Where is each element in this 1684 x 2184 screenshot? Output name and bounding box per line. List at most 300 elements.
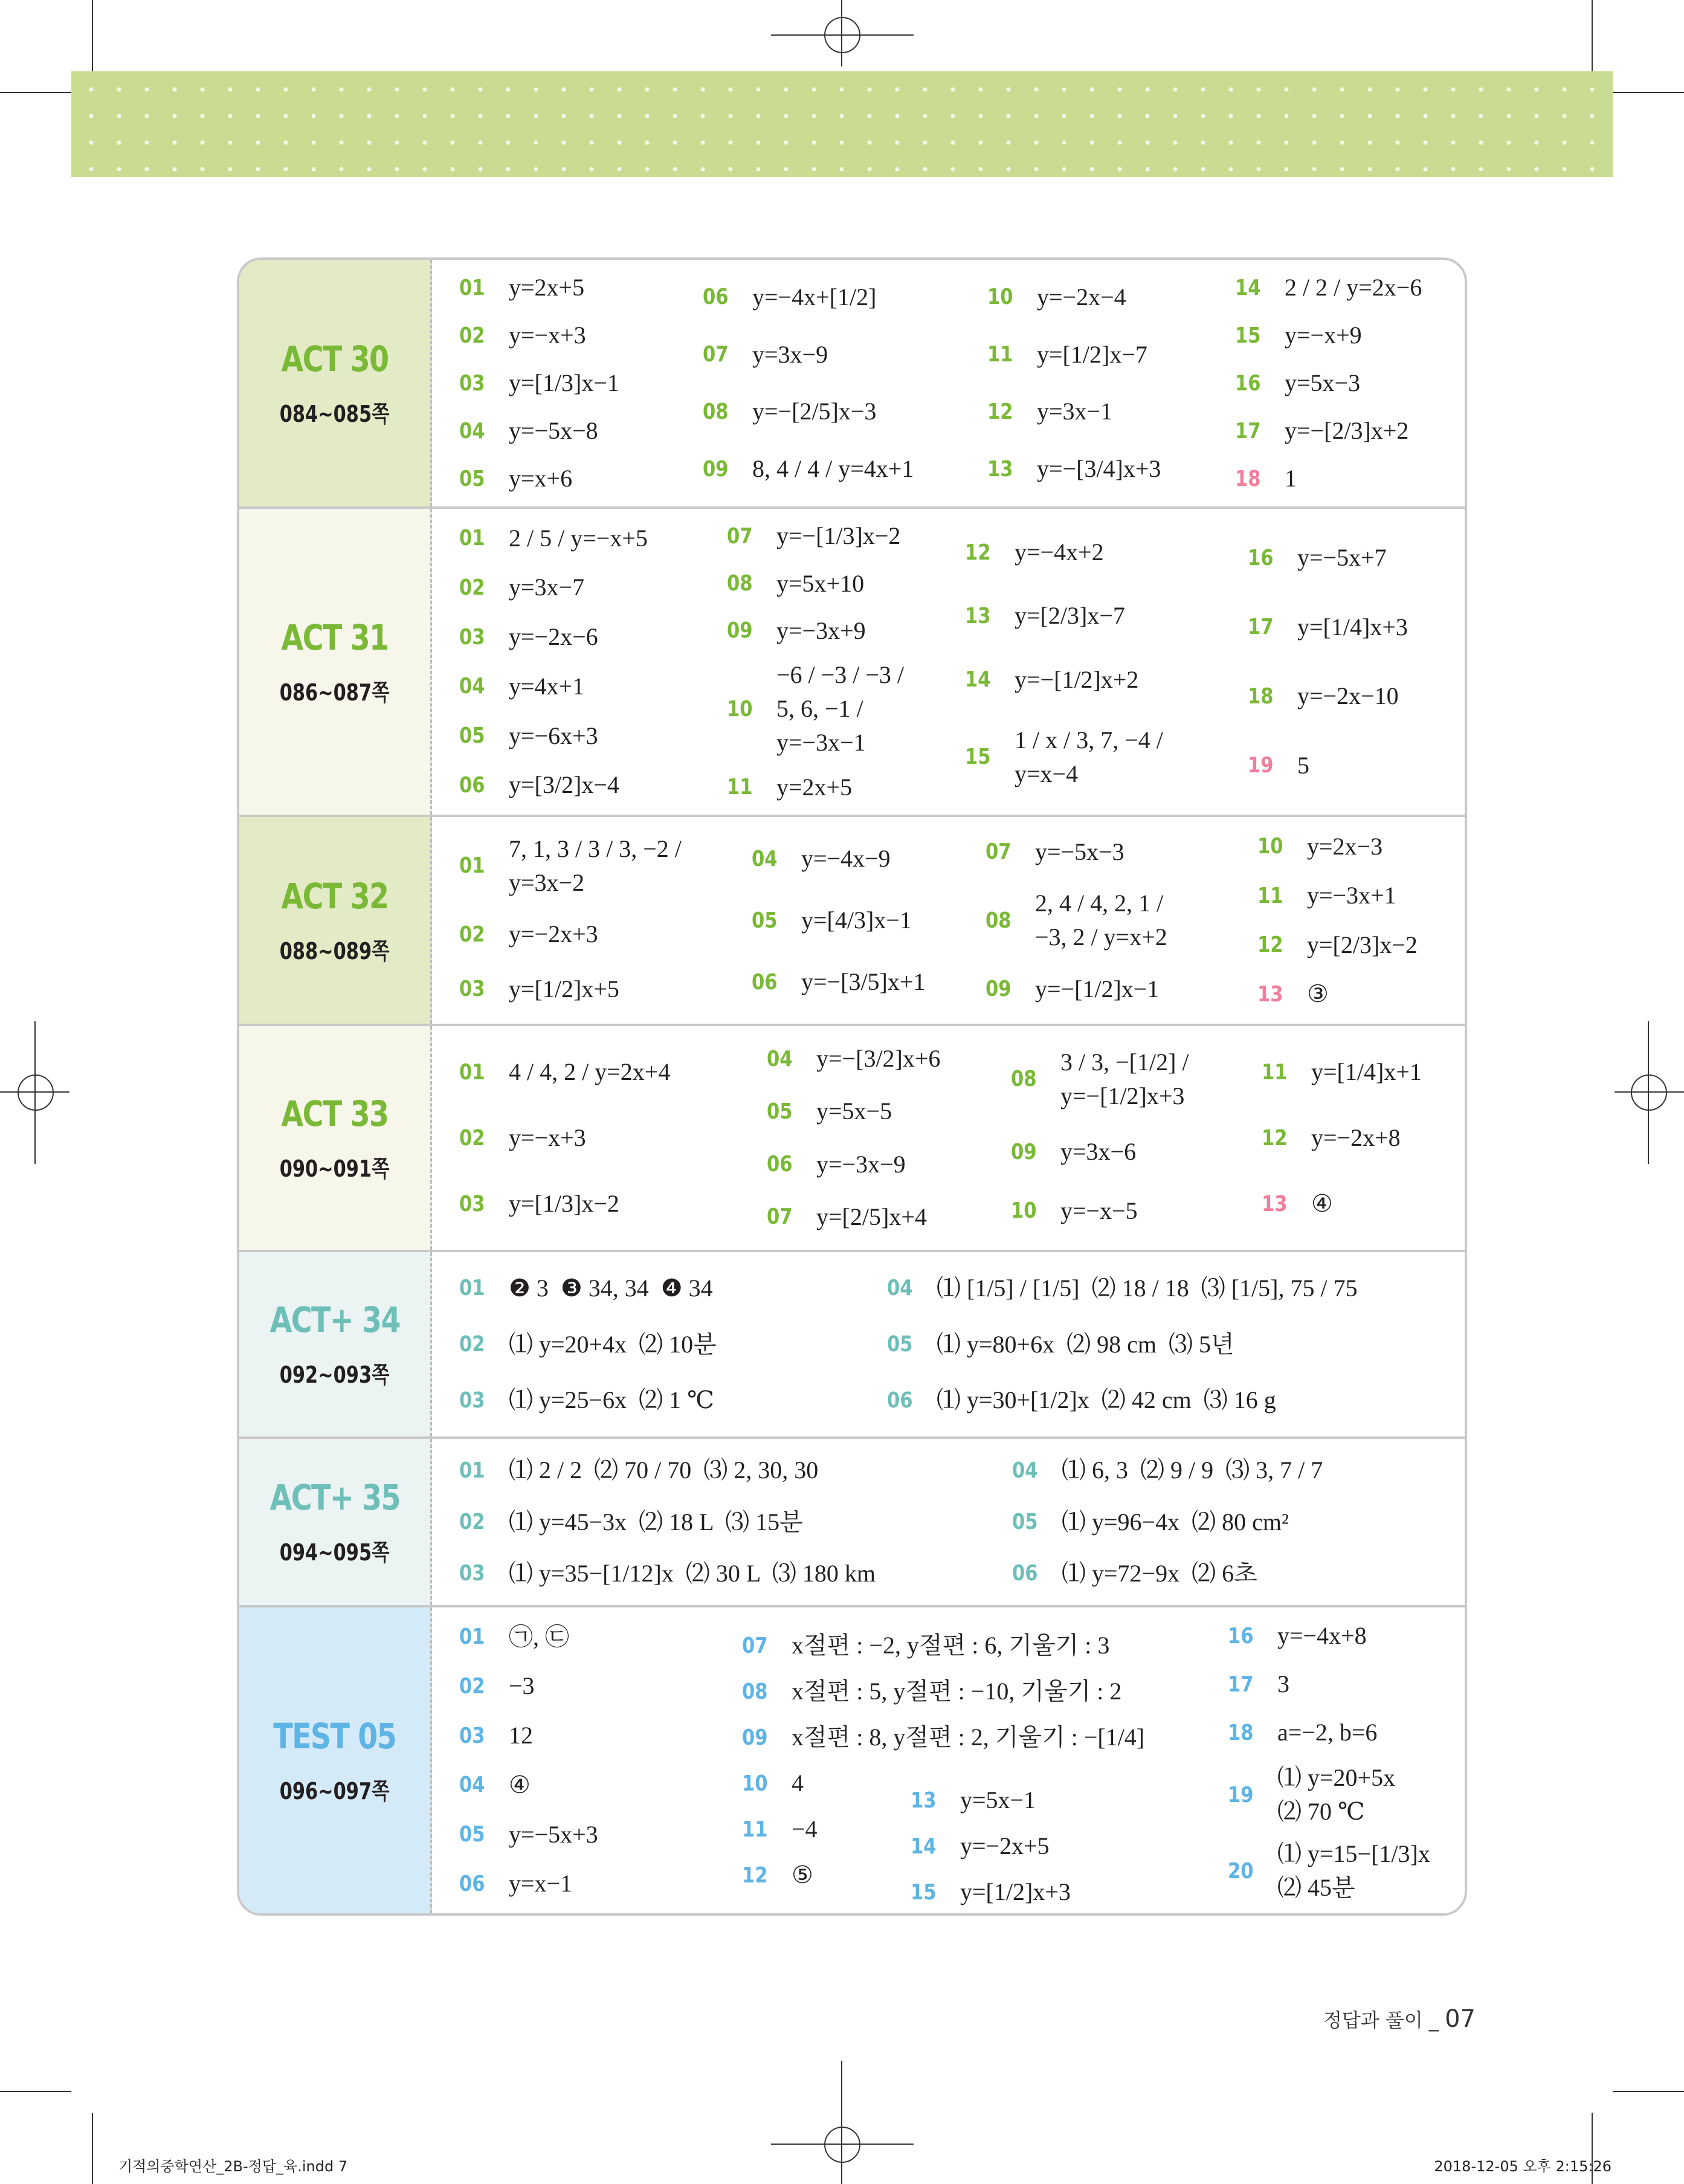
question-number: 10 [727, 696, 753, 722]
section-row [239, 260, 1465, 509]
answer-item [987, 335, 1161, 375]
question-number: 19 [1228, 1782, 1254, 1808]
answer-text: y=[1/3]x−2 [509, 1190, 619, 1217]
answer-column [767, 1026, 940, 1250]
answer-item [459, 315, 619, 355]
answer-item [965, 596, 1163, 636]
answer-item [1228, 1837, 1430, 1905]
answer-text: y=2x−3 [1307, 832, 1383, 860]
answer-text: y=5x−1 [960, 1786, 1036, 1814]
section-label [239, 817, 432, 1024]
answer-text: 2 / 5 / y=−x+5 [509, 524, 648, 552]
answer-item [459, 459, 619, 499]
answer-item [727, 658, 904, 760]
answer-text: ⑴ y=35−[1/12]x ⑵ 30 L ⑶ 180 km [509, 1559, 876, 1587]
question-number: 07 [767, 1204, 793, 1230]
footer-label: 정답과 풀이 _ [1323, 2009, 1445, 2032]
answer-text: y=5x−5 [816, 1097, 892, 1125]
answer-text: x절편 : 8, y절편 : 2, 기울기 : −[1/4] [792, 1724, 1145, 1751]
answer-item [1235, 459, 1422, 499]
answer-item [459, 832, 682, 900]
section-pages: 084~085쪽 [280, 400, 390, 427]
answer-item [887, 1325, 1358, 1365]
question-number: 03 [459, 370, 485, 396]
answer-text: y=−4x+[1/2] [752, 283, 877, 311]
answer-item [965, 660, 1163, 700]
question-number: 01 [459, 1276, 485, 1301]
question-number: 04 [752, 846, 778, 871]
answer-text: 4 [792, 1769, 804, 1797]
answer-column [752, 817, 925, 1024]
answer-item [1235, 268, 1422, 308]
answer-text: 1 [1285, 465, 1297, 492]
section-title: ACT 33 [281, 1093, 389, 1134]
answer-item [1012, 1502, 1323, 1542]
question-number: 13 [1262, 1191, 1288, 1216]
answer-text: y=[1/4]x+3 [1297, 613, 1408, 641]
answer-item [965, 532, 1163, 572]
question-number: 17 [1248, 615, 1274, 640]
question-number: 08 [703, 399, 729, 424]
answer-item [459, 1118, 670, 1158]
answer-item [459, 1666, 598, 1706]
answer-text: y=−2x−10 [1297, 682, 1399, 710]
answer-column [727, 509, 904, 815]
question-number: 13 [911, 1788, 937, 1813]
answer-column [1257, 817, 1418, 1024]
answer-text: y=−[1/3]x−2 [776, 522, 901, 550]
answer-text: y=−[3/5]x+1 [801, 968, 926, 995]
page-number: 07 [1445, 2005, 1476, 2033]
section-label [239, 509, 432, 815]
question-number: 06 [459, 1871, 485, 1896]
question-number: 14 [911, 1833, 937, 1859]
answer-item [459, 1052, 670, 1092]
answer-text: 2 / 2 / y=2x−6 [1285, 274, 1422, 301]
answer-item [459, 1268, 717, 1308]
registration-mark [841, 2061, 842, 2184]
section-pages: 086~087쪽 [280, 679, 390, 706]
question-number: 08 [727, 571, 753, 596]
question-number: 06 [459, 772, 485, 798]
answer-text: y=[3/2]x−4 [509, 771, 619, 799]
answer-text: ③ [1307, 980, 1329, 1008]
answer-text: y=−5x+3 [509, 1820, 598, 1848]
answer-item [459, 969, 682, 1009]
answer-column [1012, 1439, 1323, 1605]
page-footer [1323, 2005, 1476, 2033]
question-number: 16 [1228, 1623, 1254, 1649]
question-number: 07 [986, 839, 1011, 864]
question-number: 13 [965, 603, 991, 628]
answer-item [1257, 925, 1418, 965]
question-number: 01 [459, 853, 485, 878]
question-number: 11 [742, 1817, 768, 1842]
question-number: 11 [987, 342, 1013, 367]
answer-text: y=−2x+8 [1311, 1124, 1401, 1151]
answer-text: y=2x+5 [509, 274, 585, 301]
question-number: 02 [459, 1673, 485, 1699]
section-pages: 094~095쪽 [280, 1539, 390, 1566]
header-band [71, 71, 1613, 177]
answer-column [459, 1252, 717, 1436]
answer-item [459, 1617, 598, 1657]
question-number: 04 [459, 674, 485, 699]
answer-text: y=−3x+1 [1307, 882, 1396, 909]
answer-item [703, 335, 914, 375]
answer-text: ⑴ y=45−3x ⑵ 18 L ⑶ 15분 [509, 1508, 803, 1536]
answer-item [752, 839, 925, 879]
question-number: 14 [965, 667, 991, 693]
question-number: 01 [459, 526, 485, 551]
answer-column [911, 1607, 1071, 1913]
answer-item [1262, 1118, 1422, 1158]
answer-item [987, 449, 1161, 489]
question-number: 17 [1235, 418, 1261, 444]
question-number: 08 [742, 1679, 768, 1704]
section-title: ACT 32 [281, 875, 389, 917]
question-number: 19 [1248, 753, 1274, 778]
answer-text: 12 [509, 1722, 533, 1749]
answer-text: ④ [1311, 1190, 1333, 1217]
answer-text: ⑴ 6, 3 ⑵ 9 / 9 ⑶ 3, 7 / 7 [1062, 1456, 1323, 1484]
question-number: 18 [1235, 466, 1261, 491]
answer-item [459, 914, 682, 954]
question-number: 04 [1012, 1458, 1038, 1483]
answer-item [1011, 1132, 1189, 1172]
question-number: 01 [459, 1624, 485, 1650]
answer-text: y=−[3/4]x+3 [1037, 455, 1161, 483]
answer-text: y=x−1 [509, 1870, 573, 1898]
question-number: 05 [459, 466, 485, 491]
question-number: 02 [459, 1125, 485, 1151]
answer-item [965, 723, 1163, 791]
section-title: TEST 05 [273, 1715, 396, 1757]
question-number: 10 [987, 285, 1013, 310]
answer-text: y=−2x−4 [1037, 283, 1126, 311]
answer-table [237, 257, 1467, 1916]
question-number: 05 [459, 1822, 485, 1847]
answer-text: y=−6x+3 [509, 722, 598, 749]
answer-item [727, 611, 904, 651]
answer-text: −4 [792, 1815, 818, 1843]
answer-item [1228, 1761, 1430, 1829]
answer-column [986, 817, 1167, 1024]
answer-item [1012, 1450, 1323, 1490]
section-title: ACT+ 34 [269, 1299, 400, 1340]
answer-item [887, 1268, 1358, 1308]
answer-text: y=−4x+2 [1015, 538, 1104, 566]
question-number: 16 [1248, 545, 1274, 570]
answer-item [1011, 1191, 1189, 1231]
answer-item [727, 516, 904, 556]
answer-item [986, 887, 1167, 954]
question-number: 03 [459, 977, 485, 1001]
question-number: 07 [742, 1633, 768, 1658]
answer-text: y=[2/3]x−2 [1307, 931, 1418, 958]
answer-column [459, 1026, 670, 1250]
answer-item [459, 1554, 876, 1594]
answer-item [1262, 1052, 1422, 1092]
crop-mark [1613, 2091, 1684, 2092]
section-row [239, 509, 1465, 817]
question-number: 13 [987, 456, 1013, 482]
answer-item [1248, 607, 1408, 647]
question-number: 06 [767, 1152, 793, 1177]
slug-filename: 기적의중학연산_2B-정답_육.indd 7 [118, 2158, 348, 2175]
answer-text: y=−x+3 [509, 1124, 586, 1151]
crop-mark [1592, 0, 1593, 71]
question-number: 12 [742, 1863, 768, 1888]
answer-text: 7, 1, 3 / 3 / 3, −2 / y=3x−2 [509, 835, 682, 896]
section-row [239, 1026, 1465, 1252]
answer-text: y=[1/2]x−7 [1037, 340, 1147, 368]
answer-column [1248, 509, 1408, 815]
answer-text: ⑤ [792, 1861, 813, 1888]
section-label [239, 260, 432, 506]
answer-item [1257, 827, 1418, 867]
answer-text: −3 [509, 1672, 535, 1700]
question-number: 02 [459, 575, 485, 600]
question-number: 18 [1228, 1720, 1254, 1745]
question-number: 03 [459, 624, 485, 650]
question-number: 02 [459, 1510, 485, 1534]
answer-item [767, 1197, 940, 1237]
question-number: 05 [887, 1332, 913, 1357]
answer-text: y=[1/3]x−1 [509, 369, 619, 396]
answer-text: y=−5x−8 [509, 417, 598, 444]
answer-column [1262, 1026, 1422, 1250]
answer-text: y=−[2/5]x−3 [752, 398, 877, 425]
question-number: 11 [1262, 1059, 1288, 1085]
answer-text: a=−2, b=6 [1277, 1719, 1378, 1746]
section-pages: 090~091쪽 [280, 1155, 390, 1182]
answer-item [459, 1864, 598, 1904]
question-number: 15 [1235, 323, 1261, 348]
answer-item [1257, 974, 1418, 1014]
question-number: 12 [1257, 932, 1283, 958]
answer-text: y=[1/4]x+1 [1311, 1058, 1422, 1085]
answer-text: 8, 4 / 4 / y=4x+1 [752, 455, 914, 483]
question-number: 04 [459, 1772, 485, 1798]
section-pages: 092~093쪽 [280, 1362, 390, 1388]
answer-text: 1 / x / 3, 7, −4 / y=x−4 [1015, 726, 1163, 787]
answer-column [459, 1607, 598, 1913]
question-number: 04 [767, 1046, 793, 1071]
section-row [239, 817, 1465, 1026]
answer-text: ⑴ 2 / 2 ⑵ 70 / 70 ⑶ 2, 30, 30 [509, 1456, 819, 1484]
question-number: 05 [1012, 1510, 1038, 1534]
question-number: 15 [965, 745, 991, 770]
section-title: ACT 30 [281, 338, 389, 380]
answer-item [459, 667, 648, 706]
section-row [239, 1607, 1465, 1913]
answer-item [703, 277, 914, 317]
answer-text: y=−4x+8 [1277, 1622, 1367, 1649]
answer-text: ⑴ y=20+5x ⑵ 70 ℃ [1277, 1764, 1396, 1825]
answer-text: 4 / 4, 2 / y=2x+4 [509, 1058, 671, 1085]
answer-item [459, 411, 619, 451]
answer-item [911, 1826, 1071, 1866]
answer-item [1262, 1184, 1422, 1224]
answer-text: y=[1/2]x+3 [960, 1878, 1071, 1905]
answer-item [459, 1450, 876, 1490]
answer-text: 2, 4 / 4, 2, 1 / −3, 2 / y=x+2 [1035, 890, 1167, 951]
answer-item [459, 268, 619, 308]
answer-text: ⑴ [1/5] / [1/5] ⑵ 18 / 18 ⑶ [1/5], 75 / 75 [937, 1274, 1358, 1302]
answer-text: y=[1/2]x+5 [509, 975, 619, 1003]
question-number: 15 [911, 1879, 937, 1905]
answer-text: y=[2/5]x+4 [816, 1203, 927, 1230]
answer-item [767, 1145, 940, 1184]
answer-text: y=−[3/2]x+6 [816, 1045, 941, 1073]
section-label [239, 1607, 432, 1913]
answer-text: y=5x−3 [1285, 369, 1361, 396]
question-number: 12 [1262, 1125, 1288, 1151]
answer-item [1235, 411, 1422, 451]
answer-text: ⑴ y=15−[1/3]x ⑵ 45분 [1277, 1840, 1430, 1901]
answer-item [911, 1872, 1071, 1912]
question-number: 03 [459, 1723, 485, 1748]
answer-text: 5 [1297, 751, 1309, 779]
answer-text: ⑴ y=20+4x ⑵ 10분 [509, 1330, 717, 1358]
answer-item [1257, 876, 1418, 916]
question-number: 05 [767, 1099, 793, 1124]
question-number: 05 [752, 908, 778, 933]
question-number: 12 [987, 399, 1013, 424]
answer-text: y=3x−9 [752, 340, 828, 368]
section-label [239, 1026, 432, 1250]
crop-mark [0, 2091, 71, 2092]
answer-text: ④ [509, 1771, 531, 1798]
answer-item [987, 392, 1161, 431]
question-number: 11 [1257, 883, 1283, 908]
answer-item [703, 392, 914, 431]
question-number: 06 [1012, 1561, 1038, 1586]
answer-text: y=[4/3]x−1 [801, 906, 912, 934]
answer-column [459, 260, 619, 506]
answer-text: 3 [1277, 1670, 1289, 1698]
question-number: 01 [459, 1059, 485, 1085]
answer-text: ⑴ y=72−9x ⑵ 6초 [1062, 1559, 1257, 1587]
question-number: 09 [703, 456, 729, 482]
answer-item [767, 1091, 940, 1131]
answer-text: y=5x+10 [776, 569, 865, 597]
question-number: 12 [965, 540, 991, 565]
question-number: 10 [1257, 834, 1283, 859]
answer-text: y=−[2/3]x+2 [1285, 417, 1409, 444]
answer-text: y=−x+3 [509, 321, 586, 349]
answer-item [459, 1765, 598, 1805]
answer-text: y=3x−7 [509, 573, 585, 601]
section-label [239, 1439, 432, 1605]
answer-text: y=−3x+9 [776, 616, 866, 644]
registration-mark [824, 2127, 860, 2163]
answer-column [459, 1439, 876, 1605]
question-number: 10 [742, 1771, 768, 1796]
question-number: 06 [703, 285, 729, 310]
answer-text: x절편 : 5, y절편 : −10, 기울기 : 2 [792, 1678, 1122, 1705]
answer-item [703, 449, 914, 489]
question-number: 08 [1011, 1067, 1037, 1091]
answer-text: y=−[1/2]x−1 [1035, 975, 1160, 1003]
answer-column [1235, 260, 1422, 506]
answer-item [459, 1184, 670, 1224]
answer-item [459, 1502, 876, 1542]
question-number: 02 [459, 323, 485, 348]
answer-column [965, 509, 1163, 815]
answer-text: y=2x+5 [776, 773, 853, 801]
answer-text: y=−4x−9 [801, 845, 891, 872]
answer-text: 3 / 3, −[1/2] / y=−[1/2]x+3 [1060, 1048, 1189, 1110]
question-number: 17 [1228, 1672, 1254, 1697]
answer-item [459, 765, 648, 805]
section-pages: 088~089쪽 [280, 937, 390, 964]
question-number: 20 [1228, 1858, 1254, 1884]
question-number: 02 [459, 922, 485, 947]
answer-text: ⑴ y=30+[1/2]x ⑵ 42 cm ⑶ 16 g [937, 1386, 1276, 1414]
question-number: 07 [703, 342, 729, 367]
answer-text: ⑴ y=96−4x ⑵ 80 cm² [1062, 1508, 1289, 1536]
question-number: 08 [986, 908, 1011, 933]
answer-text: x절편 : −2, y절편 : 6, 기울기 : 3 [792, 1632, 1110, 1659]
answer-text: ㉠, ㉢ [509, 1623, 569, 1650]
answer-item [459, 617, 648, 657]
question-number: 02 [459, 1332, 485, 1357]
answer-text: y=−2x+5 [960, 1832, 1050, 1859]
question-number: 09 [742, 1725, 768, 1750]
question-number: 09 [727, 618, 753, 644]
answer-text: ❷ 3 ❸ 34, 34 ❹ 34 [509, 1274, 713, 1302]
answer-text: y=−2x−6 [509, 623, 598, 651]
answer-item [459, 716, 648, 756]
question-number: 04 [459, 418, 485, 444]
answer-text: y=−2x+3 [509, 920, 598, 948]
answer-text: ⑴ y=80+6x ⑵ 98 cm ⑶ 5년 [937, 1330, 1234, 1358]
question-number: 06 [887, 1388, 913, 1413]
answer-item [1248, 538, 1408, 578]
question-number: 05 [459, 723, 485, 749]
answer-text: y=3x−6 [1060, 1138, 1137, 1165]
answer-column [459, 509, 648, 815]
answer-text: y=−[1/2]x+2 [1015, 665, 1139, 693]
answer-text: −6 / −3 / −3 / 5, 6, −1 / y=−3x−1 [776, 661, 905, 757]
answer-item [987, 277, 1161, 317]
answer-item [911, 1780, 1071, 1820]
answer-item [727, 767, 904, 807]
answer-item [459, 519, 648, 558]
answer-column [1228, 1607, 1430, 1913]
section-title: ACT+ 35 [269, 1477, 400, 1518]
question-number: 03 [459, 1388, 485, 1413]
answer-item [459, 1380, 717, 1420]
slug-date: 2018-12-05 오후 2:15:26 [1434, 2158, 1611, 2175]
answer-item [1228, 1713, 1430, 1753]
answer-text: y=−x−5 [1060, 1197, 1138, 1224]
answer-item [1228, 1616, 1430, 1656]
answer-item [459, 1815, 598, 1855]
question-number: 16 [1235, 370, 1261, 396]
answer-item [459, 1325, 717, 1365]
answer-text: y=4x+1 [509, 672, 585, 700]
crop-mark [92, 0, 93, 71]
section-title: ACT 31 [281, 616, 389, 658]
answer-column [459, 817, 682, 1024]
answer-item [1248, 746, 1408, 786]
registration-mark [18, 1074, 54, 1111]
question-number: 07 [727, 523, 753, 549]
answer-text: y=x+6 [509, 465, 573, 492]
